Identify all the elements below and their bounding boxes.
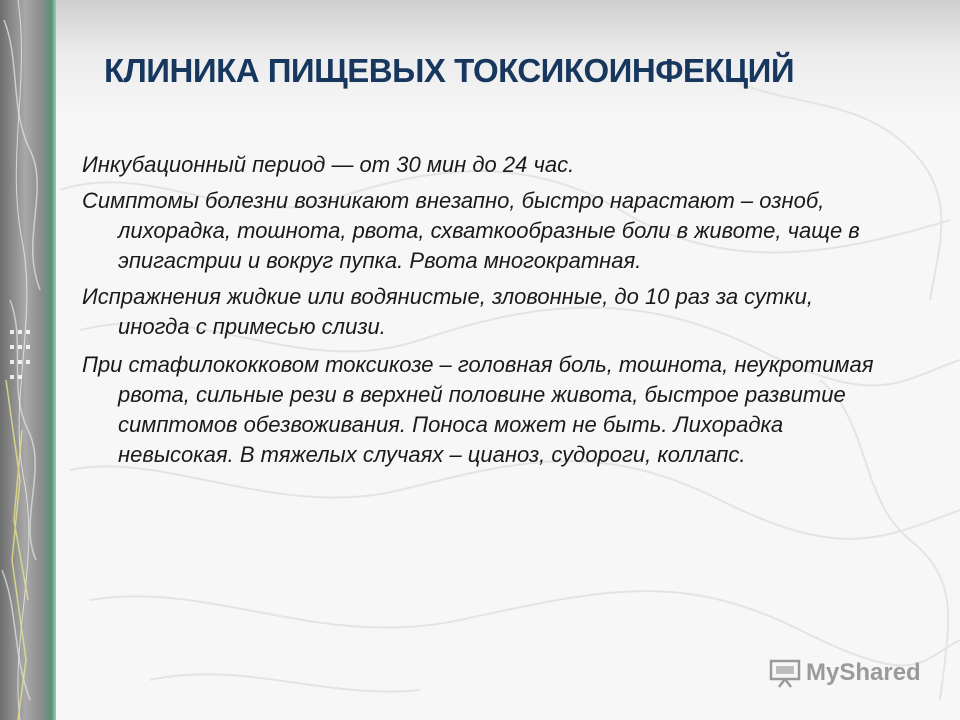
watermark-text: MyShared <box>806 659 921 686</box>
slide-body <box>82 150 882 476</box>
decorative-side-strip <box>0 0 56 720</box>
slide-title: КЛИНИКА ПИЩЕВЫХ ТОКСИКОИНФЕКЦИЙ <box>104 52 795 89</box>
watermark <box>768 658 928 688</box>
paragraph-stool: Испражнения жидкие или водянистые, зловонные, до 10 раз за сутки, иногда с примесью слизи. <box>82 284 813 339</box>
paragraph-staphylococcal: При стафилококковом токсикозе – головная боль, тошнота, неукротимая рвота, сильные рези в верхней половине живота, быстрое развитие симптомов обезвоживания. Поноса может не быть. Лихорадка невысокая. В тяжелых случаях – цианоз, судороги, коллапс. <box>82 352 874 467</box>
paragraph-symptoms: Симптомы болезни возникают внезапно, быстро нарастают – озноб, лихорадка, тошнота, рвота, схваткообразные боли в животе, чаще в эпигастрии и вокруг пупка. Рвота многократная. <box>82 188 860 273</box>
presentation-board-icon <box>768 658 802 688</box>
paragraph-incubation: Инкубационный период — от 30 мин до 24 час. <box>82 152 575 177</box>
